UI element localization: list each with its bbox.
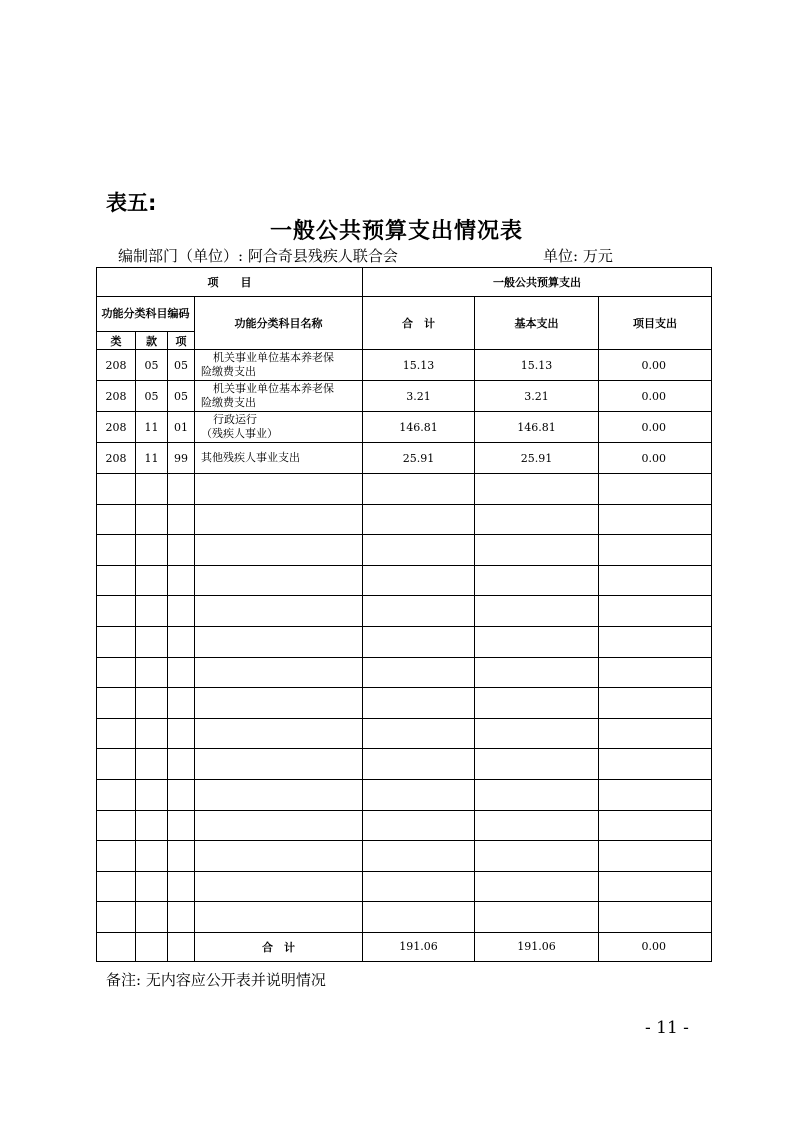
- lei-cell: 208: [97, 381, 136, 412]
- empty-cell: [363, 535, 475, 566]
- empty-cell: [168, 871, 195, 902]
- empty-cell: [363, 688, 475, 719]
- empty-cell: [97, 841, 136, 872]
- empty-cell: [168, 718, 195, 749]
- empty-cell: [363, 749, 475, 780]
- empty-row: [97, 718, 712, 749]
- empty-cell: [136, 626, 168, 657]
- header-row-1: [97, 268, 712, 297]
- item-name-cell: [195, 350, 363, 381]
- empty-row: [97, 657, 712, 688]
- empty-cell: [136, 565, 168, 596]
- project-cell: 0.00: [599, 381, 712, 412]
- project-cell: 0.00: [599, 350, 712, 381]
- empty-cell: [599, 841, 712, 872]
- page-number: - 11 -: [645, 1018, 689, 1038]
- empty-cell: [97, 565, 136, 596]
- empty-cell: [599, 779, 712, 810]
- empty-row: [97, 565, 712, 596]
- department-line: 编制部门（单位）: 阿合奇县残疾人联合会: [118, 247, 398, 265]
- empty-cell: [599, 626, 712, 657]
- empty-cell: [363, 474, 475, 505]
- project-cell: 0.00: [599, 443, 712, 474]
- empty-cell: [97, 657, 136, 688]
- empty-cell: [168, 749, 195, 780]
- empty-cell: [97, 535, 136, 566]
- empty-cell: [475, 657, 599, 688]
- empty-cell: [136, 474, 168, 505]
- table-row: [97, 350, 712, 381]
- empty-row: [97, 626, 712, 657]
- empty-row: [97, 535, 712, 566]
- empty-cell: [97, 902, 136, 933]
- footnote: 备注: 无内容应公开表并说明情况: [106, 971, 326, 989]
- sum-total: 191.06: [363, 932, 475, 961]
- empty-cell: [168, 688, 195, 719]
- empty-cell: [168, 902, 195, 933]
- empty-cell: [363, 657, 475, 688]
- empty-row: [97, 688, 712, 719]
- empty-cell: [475, 504, 599, 535]
- table-row: [97, 443, 712, 474]
- empty-cell: [599, 810, 712, 841]
- empty-cell: [136, 902, 168, 933]
- empty-cell: [136, 596, 168, 627]
- empty-cell: [97, 688, 136, 719]
- empty-cell: [599, 474, 712, 505]
- empty-cell: [363, 871, 475, 902]
- empty-cell: [475, 810, 599, 841]
- empty-cell: [475, 474, 599, 505]
- table-row: [97, 381, 712, 412]
- empty-cell: [475, 688, 599, 719]
- lei-cell: 208: [97, 412, 136, 443]
- basic-cell: 146.81: [475, 412, 599, 443]
- empty-cell: [168, 535, 195, 566]
- empty-cell: [195, 871, 363, 902]
- empty-cell: [97, 749, 136, 780]
- kuan-cell: 11: [136, 412, 168, 443]
- kuan-cell: 05: [136, 381, 168, 412]
- empty-cell: [195, 718, 363, 749]
- item-name-cell: [195, 412, 363, 443]
- empty-cell: [97, 474, 136, 505]
- lei-cell: 208: [97, 350, 136, 381]
- empty-cell: [195, 749, 363, 780]
- project-cell: 0.00: [599, 412, 712, 443]
- empty-cell: [136, 688, 168, 719]
- empty-cell: [195, 902, 363, 933]
- empty-cell: [195, 657, 363, 688]
- document-title: 一般公共预算支出情况表: [269, 219, 523, 244]
- empty-cell: [475, 626, 599, 657]
- basic-cell: 15.13: [475, 350, 599, 381]
- total-col-header: 合 计: [363, 297, 475, 350]
- empty-cell: [168, 810, 195, 841]
- total-cell: 25.91: [363, 443, 475, 474]
- table-row: [97, 412, 712, 443]
- empty-cell: [475, 902, 599, 933]
- item-name-line-2: 险缴费支出: [201, 365, 256, 378]
- table-label: 表五:: [106, 191, 157, 215]
- kuan-cell: 11: [136, 443, 168, 474]
- empty-cell: [475, 565, 599, 596]
- basic-cell: 25.91: [475, 443, 599, 474]
- empty-cell: [195, 841, 363, 872]
- empty-cell: [599, 657, 712, 688]
- empty-row: [97, 749, 712, 780]
- lei-cell: 208: [97, 443, 136, 474]
- empty-cell: [599, 718, 712, 749]
- item-name-cell: [195, 381, 363, 412]
- empty-cell: [599, 688, 712, 719]
- empty-cell: [136, 871, 168, 902]
- empty-cell: [136, 749, 168, 780]
- empty-cell: [195, 565, 363, 596]
- item-name-cell: [195, 443, 363, 474]
- empty-cell: [136, 657, 168, 688]
- empty-row: [97, 871, 712, 902]
- empty-cell: [195, 474, 363, 505]
- empty-cell: [475, 596, 599, 627]
- sum-basic: 191.06: [475, 932, 599, 961]
- sum-project: 0.00: [599, 932, 712, 961]
- empty-row: [97, 779, 712, 810]
- empty-cell: [97, 718, 136, 749]
- empty-cell: [136, 535, 168, 566]
- empty-cell: [599, 749, 712, 780]
- item-name-line-1: 行政运行: [213, 413, 257, 426]
- xiang-cell: 05: [168, 350, 195, 381]
- empty-cell: [136, 504, 168, 535]
- xiang-cell: 05: [168, 381, 195, 412]
- total-cell: 146.81: [363, 412, 475, 443]
- empty-cell: [363, 504, 475, 535]
- empty-cell: [363, 718, 475, 749]
- empty-cell: [136, 810, 168, 841]
- empty-cell: [97, 810, 136, 841]
- empty-cell: [136, 779, 168, 810]
- empty-cell: [475, 779, 599, 810]
- basic-col-header: 基本支出: [475, 297, 599, 350]
- empty-cell: [475, 535, 599, 566]
- empty-cell: [599, 902, 712, 933]
- empty-cell: [168, 932, 195, 961]
- empty-cell: [195, 810, 363, 841]
- empty-cell: [168, 474, 195, 505]
- sum-row: [97, 932, 712, 961]
- empty-row: [97, 596, 712, 627]
- empty-cell: [136, 932, 168, 961]
- empty-row: [97, 504, 712, 535]
- empty-cell: [168, 657, 195, 688]
- empty-cell: [363, 810, 475, 841]
- xiang-cell: 99: [168, 443, 195, 474]
- empty-cell: [195, 688, 363, 719]
- empty-cell: [97, 504, 136, 535]
- empty-cell: [475, 841, 599, 872]
- total-cell: 3.21: [363, 381, 475, 412]
- xiang-header: 项: [168, 332, 195, 350]
- total-cell: 15.13: [363, 350, 475, 381]
- sum-label: 合 计: [195, 932, 363, 961]
- empty-cell: [599, 596, 712, 627]
- empty-cell: [599, 565, 712, 596]
- item-name-line-2: （残疾人事业）: [201, 427, 278, 440]
- empty-cell: [363, 902, 475, 933]
- empty-cell: [195, 535, 363, 566]
- empty-row: [97, 810, 712, 841]
- empty-cell: [195, 626, 363, 657]
- header-row-2: [97, 297, 712, 332]
- empty-cell: [97, 779, 136, 810]
- empty-cell: [168, 596, 195, 627]
- name-col-header: 功能分类科目名称: [195, 297, 363, 350]
- empty-cell: [136, 718, 168, 749]
- empty-cell: [599, 535, 712, 566]
- project-col-header: 项目支出: [599, 297, 712, 350]
- empty-cell: [363, 841, 475, 872]
- empty-cell: [97, 871, 136, 902]
- project-header: 项 目: [97, 268, 363, 297]
- xiang-cell: 01: [168, 412, 195, 443]
- empty-cell: [195, 596, 363, 627]
- budget-table: [96, 267, 712, 962]
- empty-cell: [168, 504, 195, 535]
- code-group-header: 功能分类科目编码: [97, 297, 195, 332]
- empty-cell: [97, 596, 136, 627]
- empty-cell: [195, 504, 363, 535]
- unit-line: 单位: 万元: [543, 247, 613, 265]
- empty-cell: [599, 504, 712, 535]
- empty-row: [97, 841, 712, 872]
- expenditure-group-header: 一般公共预算支出: [363, 268, 712, 297]
- empty-cell: [475, 871, 599, 902]
- empty-cell: [168, 841, 195, 872]
- empty-cell: [168, 565, 195, 596]
- lei-header: 类: [97, 332, 136, 350]
- basic-cell: 3.21: [475, 381, 599, 412]
- item-name-line-2: 险缴费支出: [201, 396, 256, 409]
- empty-cell: [475, 718, 599, 749]
- empty-cell: [475, 749, 599, 780]
- empty-cell: [195, 779, 363, 810]
- empty-cell: [97, 626, 136, 657]
- empty-cell: [97, 932, 136, 961]
- empty-cell: [168, 626, 195, 657]
- empty-cell: [363, 626, 475, 657]
- kuan-header: 款: [136, 332, 168, 350]
- item-name-line-1: 机关事业单位基本养老保: [213, 351, 334, 364]
- empty-cell: [599, 871, 712, 902]
- empty-cell: [363, 779, 475, 810]
- empty-cell: [136, 841, 168, 872]
- empty-row: [97, 474, 712, 505]
- empty-cell: [168, 779, 195, 810]
- kuan-cell: 05: [136, 350, 168, 381]
- empty-cell: [363, 565, 475, 596]
- item-name-line-1: 机关事业单位基本养老保: [213, 382, 334, 395]
- item-name-line-1: 其他残疾人事业支出: [201, 451, 300, 464]
- empty-row: [97, 902, 712, 933]
- empty-cell: [363, 596, 475, 627]
